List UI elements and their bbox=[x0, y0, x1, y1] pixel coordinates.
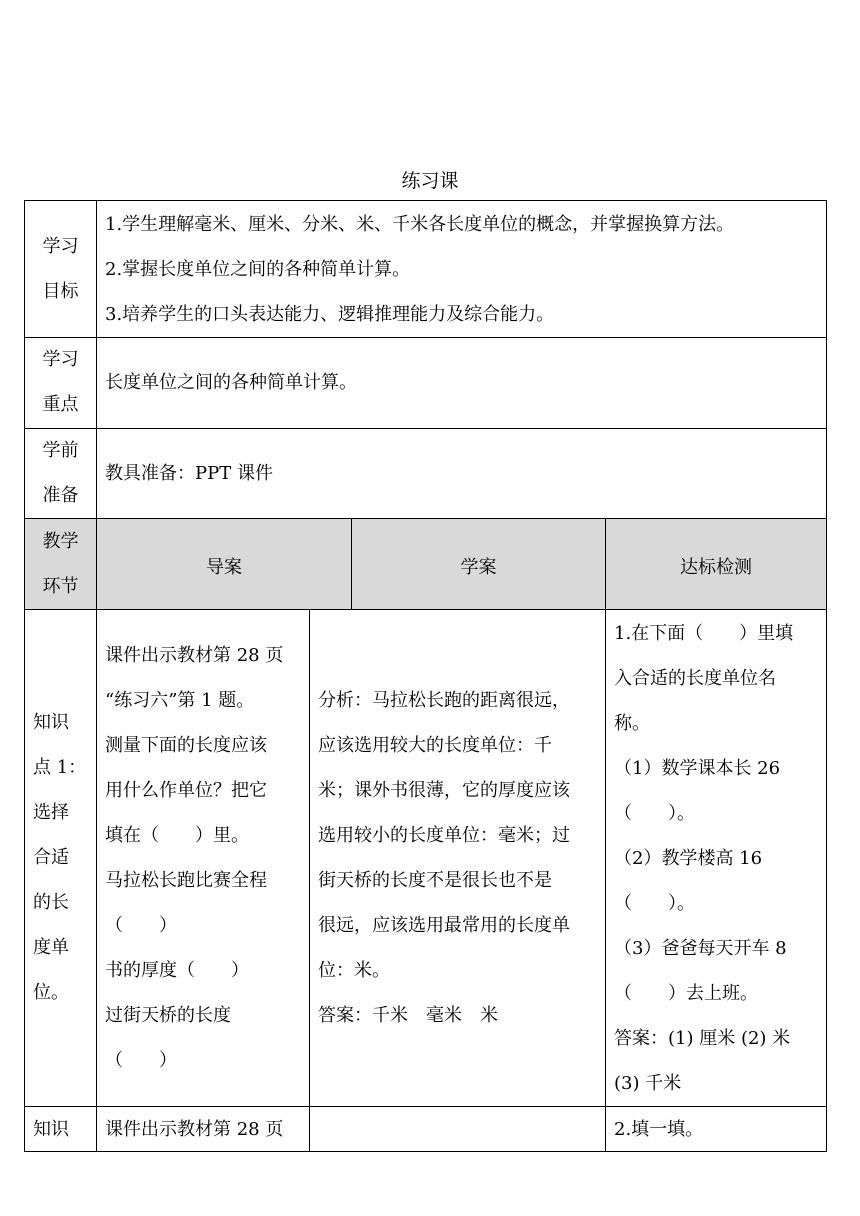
column-divider bbox=[605, 518, 606, 1152]
objective-item: 1.学生理解毫米、厘米、分米、米、千米各长度单位的概念，并掌握换算方法。 bbox=[105, 214, 735, 235]
key-points-label: 学习 重点 bbox=[42, 349, 79, 415]
column-divider bbox=[96, 200, 97, 1152]
row-divider bbox=[24, 518, 827, 519]
page-title: 练习课 bbox=[401, 170, 459, 192]
objective-item: 3.培养学生的口头表达能力、逻辑推理能力及综合能力。 bbox=[105, 304, 555, 325]
knowledge2-check: 2.填一填。 bbox=[614, 1119, 704, 1140]
key-points-text: 长度单位之间的各种简单计算。 bbox=[105, 372, 357, 393]
check-column-header: 达标检测 bbox=[680, 557, 752, 578]
knowledge2-guide: 课件出示教材第 28 页 bbox=[105, 1119, 284, 1140]
objectives-label: 学习 目标 bbox=[42, 236, 79, 302]
row-divider bbox=[24, 428, 827, 429]
preparation-label: 学前 准备 bbox=[42, 440, 79, 506]
knowledge1-label: 知识 点 1： 选择 合适 的长 度单 位。 bbox=[33, 712, 87, 1003]
knowledge1-guide: 课件出示教材第 28 页 “练习六”第 1 题。 测量下面的长度应该 用什么作单位？把它 填在（ ）里。 马拉松长跑比赛全程 （ ） 书的厚度（ ） 过街天桥的长度 （ ） bbox=[105, 645, 284, 1071]
knowledge2-label: 知识 bbox=[33, 1119, 69, 1140]
objective-item: 2.掌握长度单位之间的各种简单计算。 bbox=[105, 259, 411, 280]
row-divider bbox=[24, 337, 827, 338]
guide-column-header: 导案 bbox=[206, 557, 242, 578]
teaching-phase-label: 教学 环节 bbox=[42, 531, 79, 597]
knowledge1-check: 1.在下面（ ）里填 入合适的长度单位名 称。 （1）数学课本长 26 （ ）。 （2）教学楼高 16 （ ）。 （3）爸爸每天开车 8 （ ）去上班。 答案：(1) 厘米 (2) 米 (3) 千米 bbox=[614, 623, 794, 1094]
column-divider bbox=[309, 609, 310, 1152]
knowledge1-study: 分析：马拉松长跑的距离很远， 应该选用较大的长度单位：千 米；课外书很薄，它的厚度应该 选用较小的长度单位：毫米；过 街天桥的长度不是很长也不是 很远，应该选用最常用的长度单 位：米。 答案：千米 毫米 米 bbox=[318, 690, 570, 1026]
row-divider bbox=[24, 609, 827, 610]
study-column-header: 学案 bbox=[460, 557, 497, 578]
preparation-text: 教具准备：PPT 课件 bbox=[105, 463, 273, 484]
